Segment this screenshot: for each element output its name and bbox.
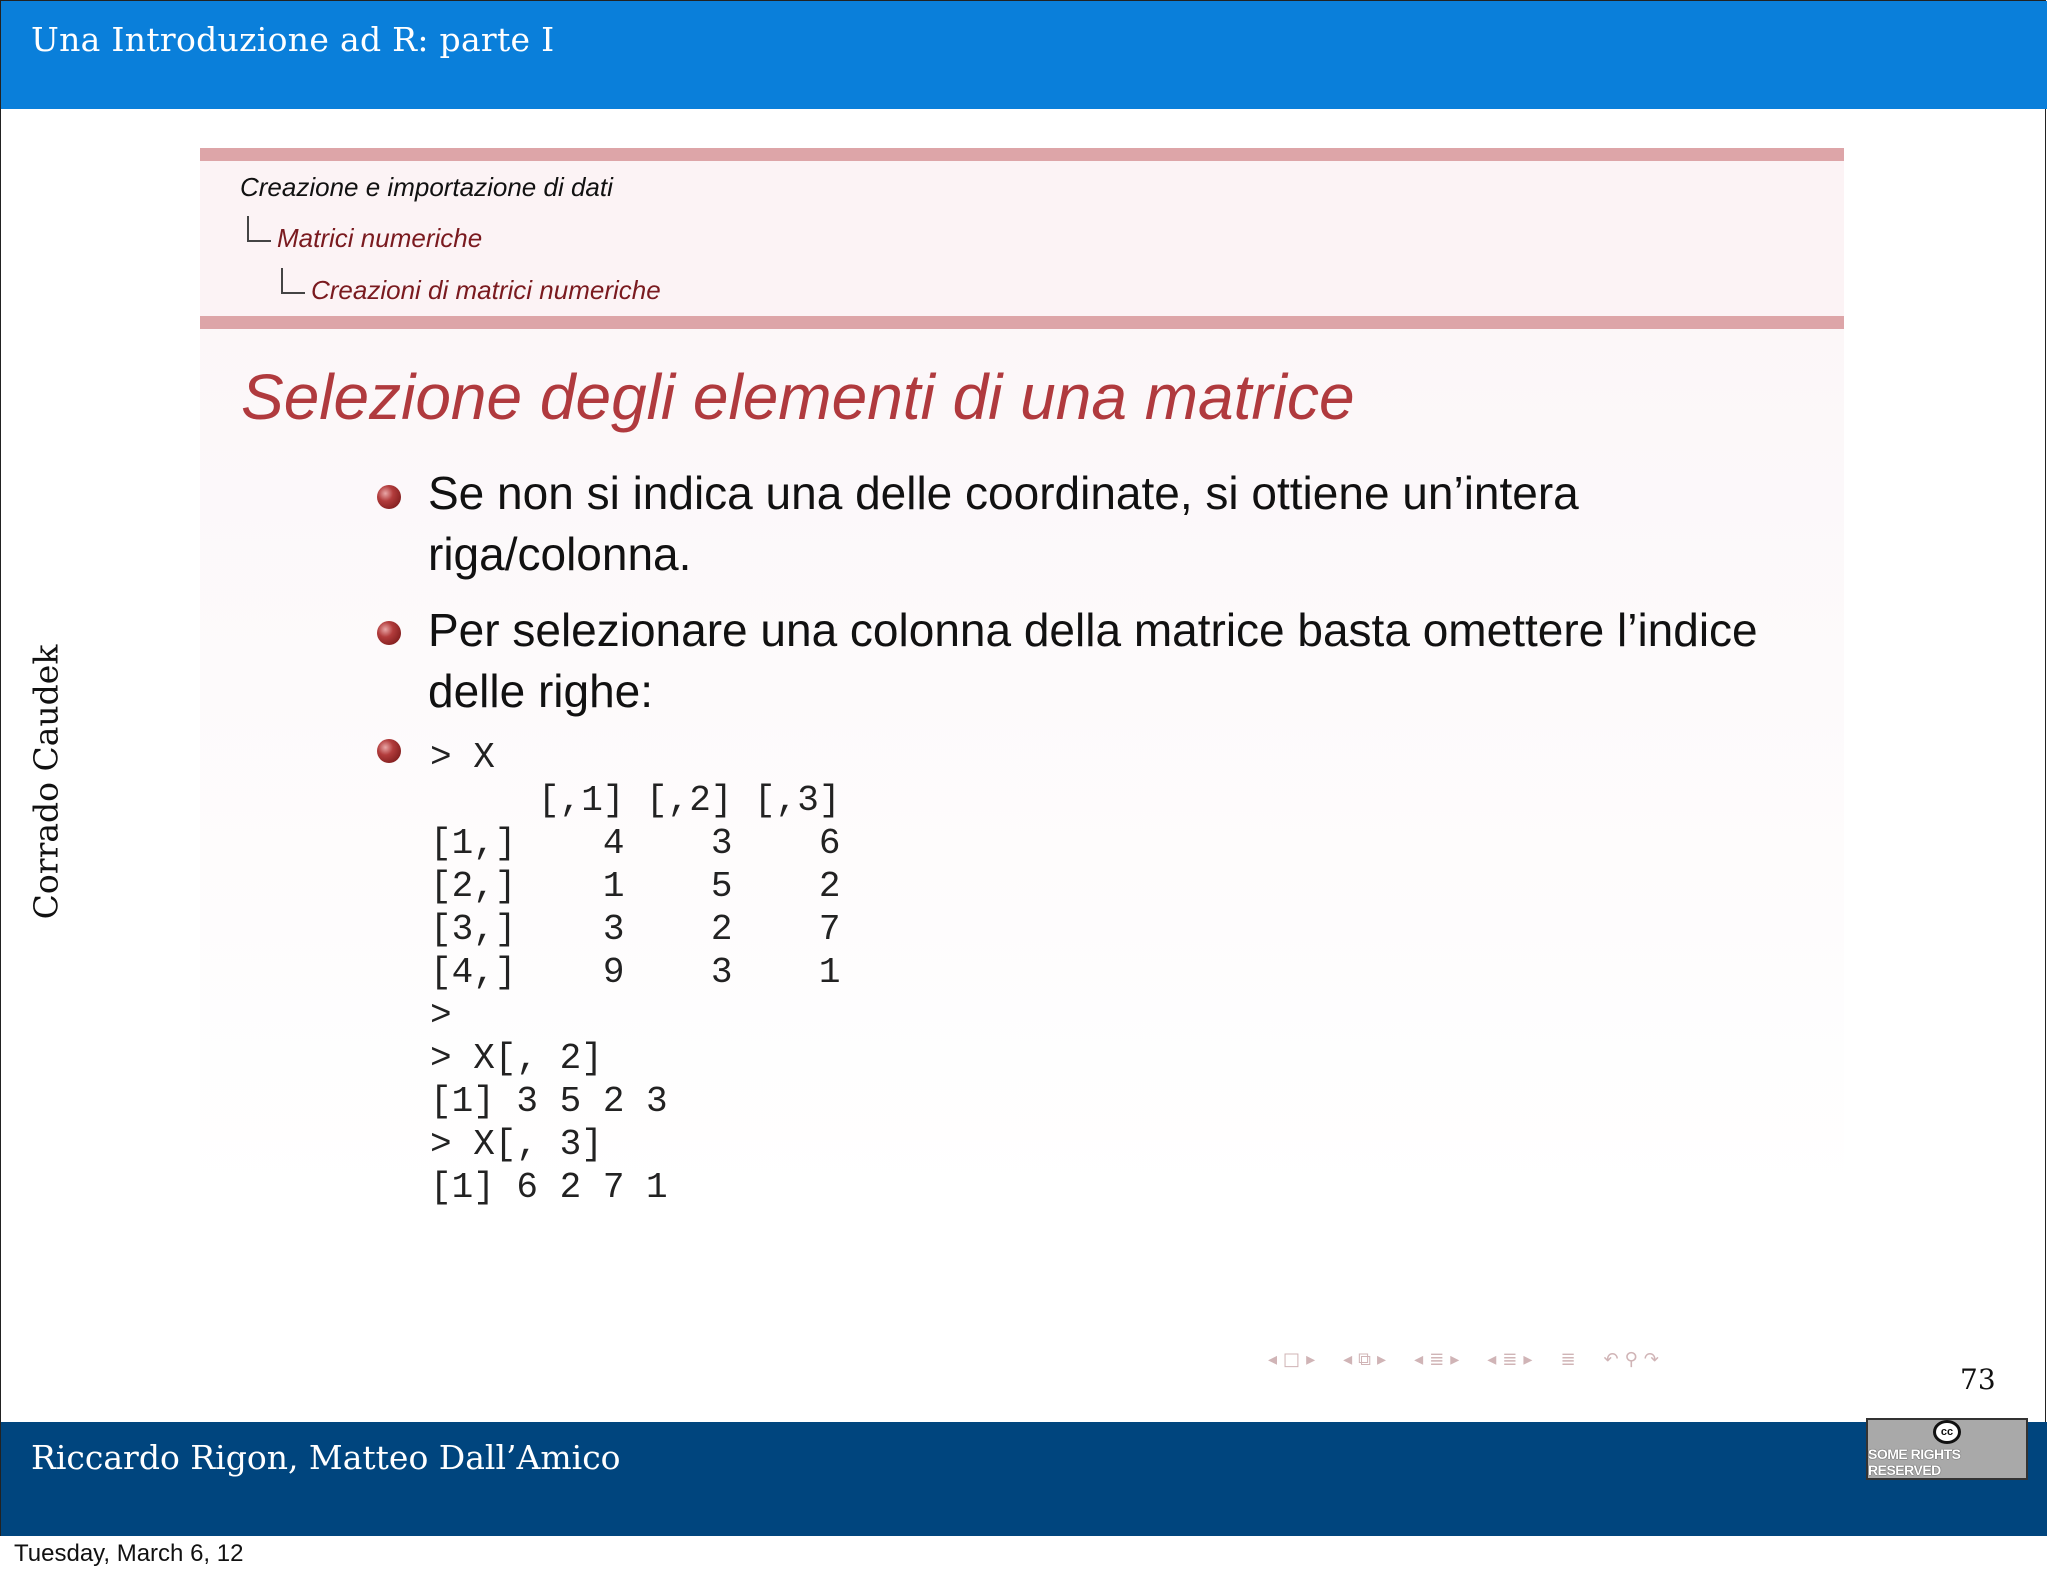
tree-branch-icon [247,216,271,242]
back-icon[interactable]: ↶ [1603,1348,1619,1370]
forward-icon[interactable]: ↷ [1643,1348,1659,1370]
subsection-icon[interactable]: ⧉ [1358,1348,1372,1370]
prev-arrow-icon[interactable]: ◂ [1487,1348,1497,1370]
ball-bullet-icon [377,621,401,645]
ball-bullet-icon [377,485,401,509]
page-number: 73 [1960,1363,1996,1396]
search-icon[interactable]: ⚲ [1624,1348,1638,1370]
beamer-navigation [1268,1344,1659,1374]
list-item: Per selezionare una colonna della matrice basta omettere l’indice delle righe: [428,604,1758,717]
outline-icon[interactable]: ≣ [1560,1348,1576,1370]
next-arrow-icon[interactable]: ▸ [1523,1348,1533,1370]
tree-branch-icon [281,268,305,294]
print-date: Tuesday, March 6, 12 [14,1540,244,1567]
code-block: > X [,1] [,2] [,3] [1,] 4 3 6 [2,] 1 5 2 [3,] 3 2 7 [4,] 9 3 1 > > X[, 2] [1] 3 5 2 3 > X[, 3] [1] 6 2 7 1 [430,737,841,1208]
creative-commons-icon: cc [1933,1420,1961,1444]
subsection-list-icon[interactable]: ≣ [1502,1348,1518,1370]
breadcrumb-bottom-rule [200,316,1844,329]
license-badge[interactable] [1866,1418,2028,1480]
license-text: SOME RIGHTS RESERVED [1868,1446,1961,1478]
ball-bullet-icon [377,739,401,763]
next-arrow-icon[interactable]: ▸ [1306,1348,1316,1370]
breadcrumb-subsubsection[interactable]: Creazioni di matrici numeriche [311,275,661,305]
prev-arrow-icon[interactable]: ◂ [1268,1348,1278,1370]
next-arrow-icon[interactable]: ▸ [1450,1348,1460,1370]
list-item: Se non si indica una delle coordinate, si ottiene un’intera riga/colonna. [428,467,1579,580]
breadcrumb-subsection[interactable]: Matrici numeriche [277,223,483,253]
prev-arrow-icon[interactable]: ◂ [1343,1348,1353,1370]
frame-title: Selezione degli elementi di una matrice [241,361,1355,433]
section-icon[interactable]: ≣ [1429,1348,1445,1370]
prev-arrow-icon[interactable]: ◂ [1414,1348,1424,1370]
presentation-title: Una Introduzione ad R: parte I [31,20,555,59]
next-arrow-icon[interactable]: ▸ [1377,1348,1387,1370]
sidebar-author: Corrado Caudek [26,644,66,920]
breadcrumb-section[interactable]: Creazione e importazione di dati [240,172,613,202]
breadcrumb-top-rule [200,148,1844,161]
frame-icon[interactable]: □ [1283,1348,1301,1370]
footer-authors: Riccardo Rigon, Matteo Dall’Amico [31,1438,621,1477]
